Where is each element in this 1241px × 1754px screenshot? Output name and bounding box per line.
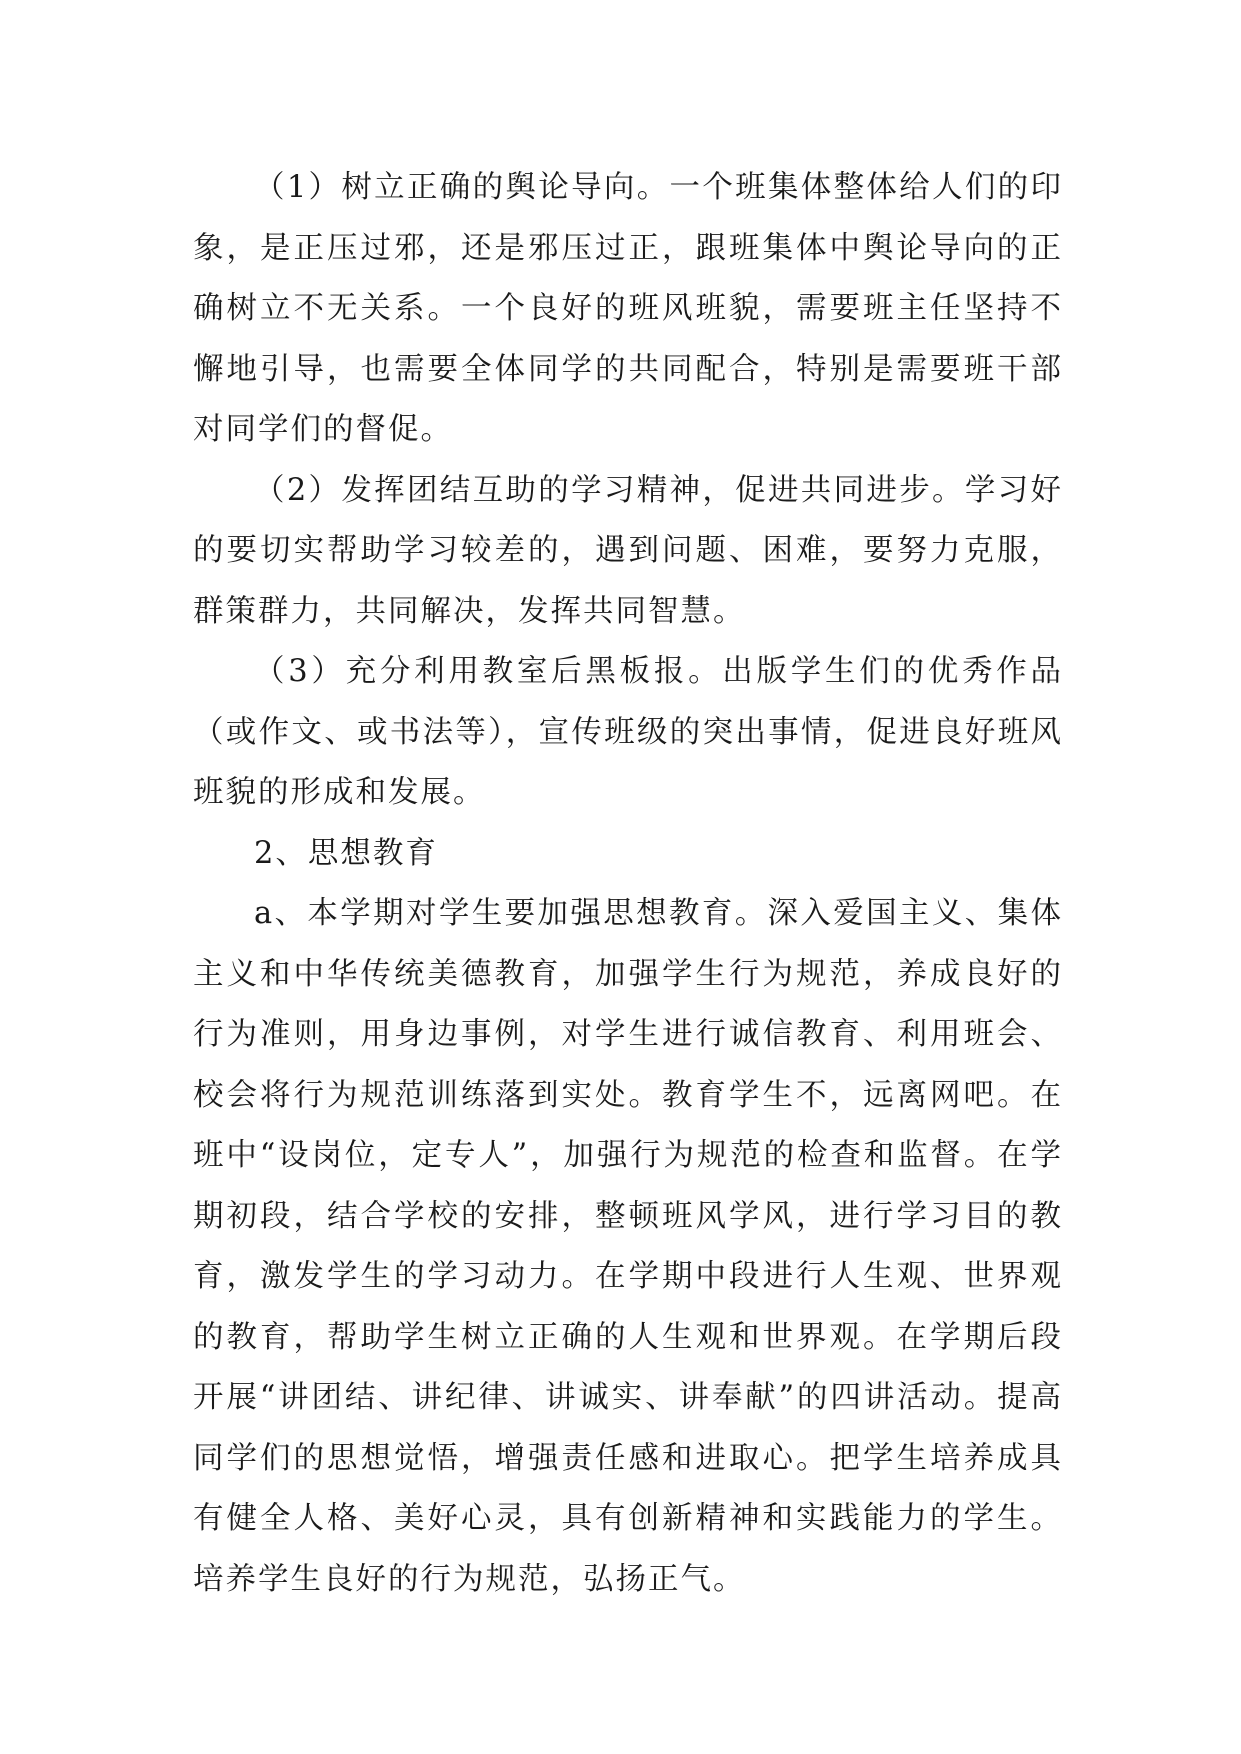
paragraph-mutual-help: （2）发挥团结互助的学习精神，促进共同进步。学习好的要切实帮助学习较差的，遇到问题、困难，要努力克服，群策群力，共同解决，发挥共同智慧。	[193, 472, 1063, 629]
paragraph-public-opinion: （1）树立正确的舆论导向。一个班集体整体给人们的印象，是正压过邪，还是邪压过正，跟班集体中舆论导向的正确树立不无关系。一个良好的班风班貌，需要班主任坚持不懈地引导，也需要全体同学的共同配合，特别是需要班干部对同学们的督促。	[193, 170, 1063, 447]
paragraph-blackboard: （3）充分利用教室后黑板报。出版学生们的优秀作品（或作文、或书法等），宣传班级的突出事情，促进良好班风班貌的形成和发展。	[193, 654, 1063, 810]
section-heading-ideological-education: 2、思想教育	[254, 835, 438, 871]
paragraph-ideological-education: a、本学期对学生要加强思想教育。深入爱国主义、集体主义和中华传统美德教育，加强学生行为规范，养成良好的行为准则，用身边事例，对学生进行诚信教育、利用班会、校会将行为规范训练落到实处。教育学生不，远离网吧。在班中“设岗位，定专人”，加强行为规范的检查和监督。在学期初段，结合学校的安排，整顿班风学风，进行学习目的教育，激发学生的学习动力。在学期中段进行人生观、世界观的教育，帮助学生树立正确的人生观和世界观。在学期后段开展“讲团结、讲纪律、讲诚实、讲奉献”的四讲活动。提高同学们的思想觉悟，增强责任感和进取心。把学生培养成具有健全人格、美好心灵，具有创新精神和实践能力的学生。培养学生良好的行为规范，弘扬正气。	[193, 896, 1063, 1597]
document-body	[193, 158, 1063, 1610]
